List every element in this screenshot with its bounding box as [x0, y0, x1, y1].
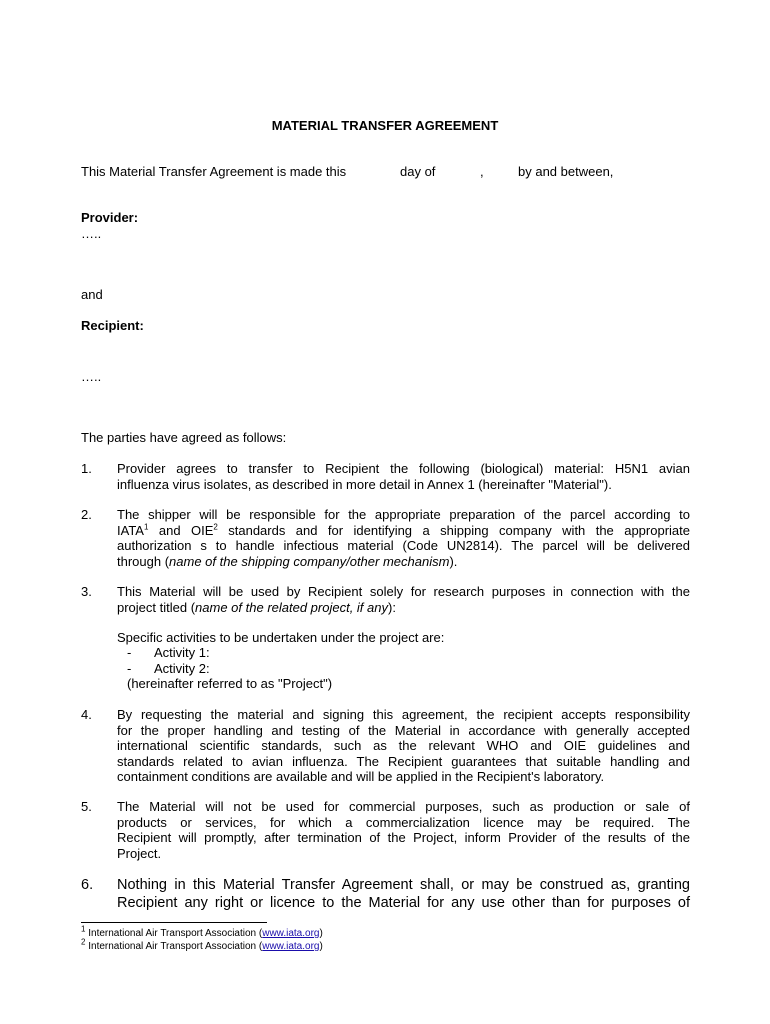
iata-text: IATA — [117, 522, 144, 538]
italic-placeholder: name of the shipping company/other mechanism — [169, 553, 450, 569]
footnote-mark: 1 — [81, 924, 86, 934]
project-titled-text: project titled ( — [117, 599, 196, 615]
clause-number: 5. — [81, 799, 92, 814]
footnote-link[interactable]: www.iata.org — [262, 941, 320, 952]
clause-line: The shipper will be responsible for the appropriate preparation of the parcel according to — [117, 507, 690, 522]
footnote-ref-2[interactable]: 2 — [213, 522, 218, 532]
clause-line: containment conditions are available and will be applied in the Recipient's laboratory. — [117, 769, 605, 784]
clause-line — [117, 600, 690, 616]
clause-line: Recipient any right or licence to the Material for any use other than for purposes of — [117, 895, 690, 911]
parties-intro: The parties have agreed as follows: — [81, 430, 287, 445]
footnote-mark: 2 — [81, 937, 86, 947]
project-definition: (hereinafter referred to as "Project") — [127, 676, 333, 691]
clause-line: international scientific standards, such as the relevant WHO and OIE guidelines and — [117, 738, 690, 753]
clause-line: Nothing in this Material Transfer Agreement shall, or may be construed as, granting — [117, 877, 690, 893]
footnote-1 — [81, 924, 323, 940]
footnote-end: ) — [319, 928, 323, 939]
through-text: through ( — [117, 553, 170, 569]
recipient-value: ….. — [81, 369, 102, 384]
clause-number: 6. — [81, 877, 94, 893]
clause-text — [117, 461, 690, 492]
footnote-text: International Air Transport Association ( — [85, 928, 263, 939]
clause-line: Recipient will promptly, after termination of the Project, inform Provider of the results of the — [117, 830, 690, 845]
clause-line: influenza virus isolates, as described in more detail in Annex 1 (hereinafter "Material"). — [117, 476, 612, 492]
footnote-text: International Air Transport Association ( — [85, 941, 263, 952]
activity-1: Activity 1: — [154, 645, 210, 660]
footnote-end: ) — [319, 941, 323, 952]
standards-text: standards and for identifying a shipping company with the appropriate — [217, 522, 690, 538]
document-title: MATERIAL TRANSFER AGREEMENT — [271, 118, 499, 133]
footnote-link[interactable]: www.iata.org — [262, 928, 320, 939]
intro-text: This Material Transfer Agreement is made this — [81, 164, 347, 179]
provider-value: ….. — [81, 226, 102, 241]
clause-line: By requesting the material and signing this agreement, the recipient accepts responsibility — [117, 707, 690, 722]
clause-line: products or services, for which a commercialization licence may be required. The — [117, 814, 690, 830]
closing-paren: ): — [388, 599, 396, 615]
clause-number: 3. — [81, 584, 92, 599]
clause-line: Project. — [117, 845, 162, 861]
activity-2: Activity 2: — [154, 661, 210, 676]
clause-text — [117, 799, 690, 861]
clause-line: The Material will not be used for commercial purposes, such as production or sale of — [117, 799, 690, 814]
clause-text — [117, 876, 690, 912]
activity-2-dash: - — [127, 661, 132, 676]
clause-number: 2. — [81, 507, 92, 522]
activities-intro: Specific activities to be undertaken under the project are: — [117, 630, 445, 645]
clause-line: This Material will be used by Recipient solely for research purposes in connection with the — [117, 584, 690, 599]
and-text: and — [81, 287, 103, 302]
footnote-separator — [81, 922, 267, 923]
italic-placeholder: name of the related project, if any — [195, 599, 388, 615]
clause-line: Provider agrees to transfer to Recipient the following (biological) material: H5N1 avian — [117, 461, 690, 476]
clause-line — [117, 554, 690, 570]
clause-number: 1. — [81, 461, 92, 476]
clause-text — [117, 707, 690, 785]
intro-by-and-between: by and between, — [518, 164, 614, 179]
clause-number: 4. — [81, 707, 92, 722]
closing-paren: ). — [449, 553, 458, 569]
oie-text: and OIE — [148, 522, 214, 538]
clause-line — [117, 523, 690, 539]
activity-1-dash: - — [127, 645, 132, 660]
clause-line: standards related to avian influenza. The Recipient guarantees that suitable handling and — [117, 753, 690, 769]
recipient-label: Recipient: — [81, 318, 144, 333]
intro-day-of: day of — [400, 164, 436, 179]
footnote-2 — [81, 937, 323, 953]
intro-comma: , — [480, 164, 484, 179]
clause-line: authorization s to handle infectious material (Code UN2814). The parcel will be delivered — [117, 538, 690, 553]
clause-text — [117, 507, 690, 569]
footnote-ref-1[interactable]: 1 — [143, 522, 149, 532]
clause-text — [117, 584, 690, 615]
clause-line: for the proper handling and testing of the Material in accordance with generally accepted — [117, 722, 690, 738]
provider-label: Provider: — [81, 210, 139, 225]
